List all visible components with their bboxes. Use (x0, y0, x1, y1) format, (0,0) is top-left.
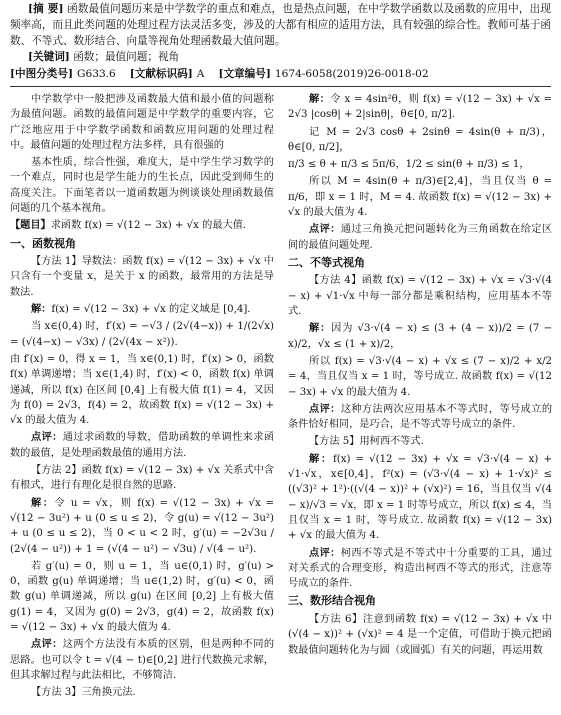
problem-statement (10, 218, 274, 233)
method-3-step-2: 记 M = 2√3 cosθ + 2sinθ = 4sin(θ + π/3)，θ∈[0, π/2]， (288, 126, 552, 153)
method-3: 【方法 3】三角换元法. (31, 687, 136, 699)
keywords-text: 函数；最值问题；视角 (73, 50, 180, 63)
abstract (10, 2, 551, 50)
abstract-text: 函数最值问题历来是中学数学的重点和难点，也是热点问题，在中学数学函数以及函数的应用中，出现频率高，而且此类问题的处理过程方法灵活多变，涉及的大都有相应的适用方法，具有较强的综合性。教师可基于函数、不等式、数形结合、向量等视角处理函数最大值问题。 (10, 3, 551, 47)
intro-paragraph-2: 基本性质，综合性强，难度大，是中学生学习数学的一个难点，同时也是学生能力的生长点，因此受到师生的高度关注。下面笔者以一道函数题为例谈谈处理函数最值问题的几个基本视角。 (10, 157, 274, 215)
article-no-value: 1674-6058(2019)26-0018-02 (274, 67, 429, 80)
method-3-step-1: 解：令 x = 4sin²θ，则 f(x) = √(12 − 3x) + √x = 2√3 |cosθ| + 2|sinθ|，θ∈[0, π/2]. (288, 93, 552, 121)
method-5: 【方法 5】用柯西不等式. (309, 436, 424, 448)
method-5-step-1: 解：f(x) = √(12 − 3x) + √x = √3·√(4 − x) + √1·√x，x∈[0,4]，f²(x) = (√3·√(4 − x) + 1·√x)² ≤ ((√3)² + 1²)·((√(4 − x))² + (√x)²) = 16，当且仅当 √(4 − x)/√3 = √x，即 x = 1 时等号成立，所以 f(x) ≤ 4，当且仅当 x = 1 时，等号成立. 故函数 f(x) = √(12 − 3x) + √x 的最大值为 4. (288, 452, 552, 542)
comment-2: 点评：这两个方法没有本质的区别，但是两种不同的思路。也可以令 t = √(4 − t)∈[0,2] 进行代数换元求解，但其求解过程与此法相比，不够简洁. (10, 638, 275, 681)
section-heading-1: 一、函数视角 (10, 236, 76, 250)
method-1 (10, 254, 274, 300)
method-4: 【方法 4】函数 f(x) = √(12 − 3x) + √x = √3·√(4 − x) + √1·√x 中每一部分都是乘积结构，应用基本不等式. (288, 275, 552, 318)
section-heading-2: 二、不等式视角 (288, 255, 365, 269)
method-4-step-1: 解：因为 √3·√(4 − x) ≤ (3 + (4 − x))/2 = (7 − x)/2，√x ≤ (1 + x)/2， (288, 322, 553, 350)
method-3-step-4: 所以 M = 4sin(θ + π/3)∈[2,4]，当且仅当 θ = π/6，即 x = 1 时，M = 4. 故函数 f(x) = √(12 − 3x) + √x 的最大值为 4. (288, 176, 552, 219)
method-6: 【方法 6】注意到函数 f(x) = √(12 − 3x) + √x 中 (√(4 − x))² + (√x)² = 4 是一个定值，可借助于换元把函数最值问题转化为与圆（或圆弧）有关的问题，再运用数 (288, 613, 552, 656)
problem-tag: 【题目】 (10, 219, 51, 232)
header-divider (10, 86, 551, 87)
problem-text: 求函数 f(x) = √(12 − 3x) + √x 的最大值. (50, 220, 247, 232)
doc-code-value: A (196, 67, 205, 80)
method-2-tag: 【方法 2】 (31, 465, 82, 477)
clc-tag: [中图分类号] (10, 67, 73, 80)
comment-1: 点评：通过求函数的导数，借助函数的单调性来求函数的最值，是处理函数最值的通用方法. (10, 431, 275, 459)
method-1-text: 导数法：函数 f(x) = √(12 − 3x) + √x 中只含有一个变量 x，是关于 x 的函数，最常用的方法是导数法. (10, 256, 274, 298)
method-1-step-3: 由 f′(x) = 0，得 x = 1，当 x∈(0,1) 时，f′(x) > 0，函数 f(x) 单调递增；当 x∈(1,4) 时，f′(x) < 0，函数 f(x) 单调递减，所以 f(x) 在区间 [0,4] 上有极大值 f(1) = 4，又因为 f(0) = 2√3，f(4) = 2，故函数 f(x) = √(12 − 3x) + √x 的最大值为 4. (10, 353, 274, 427)
method-2: 【方法 2】函数 f(x) = √(12 − 3x) + √x 关系式中含有根式，进行有理化是很自然的思路. (10, 465, 274, 492)
method-4-step-2: 所以 f(x) = √3·√(4 − x) + √x ≤ (7 − x)/2 + x/2 = 4，当且仅当 x = 1 时，等号成立. 故函数 f(x) = √(12 − 3x) + √x 的最大值为 4. (288, 355, 552, 398)
comment-tag: 点评： (31, 431, 63, 444)
abstract-block (10, 2, 551, 82)
method-1-tag: 【方法 1】 (31, 256, 82, 268)
clc-value: G633.6 (77, 67, 116, 80)
classification-row (10, 67, 551, 83)
method-6-tag: 【方法 6】 (309, 613, 363, 625)
abstract-tag: [摘 要] (28, 3, 64, 15)
section-heading-3: 三、数形结合视角 (288, 594, 376, 608)
method-2-step-2: 若 g′(u) = 0，则 u = 1，当 u∈(0,1) 时，g′(u) > 0，函数 g(u) 单调递增；当 u∈(1,2) 时，g′(u) < 0，函数 g(u) 单调递减，所以 g(u) 在区间 [0,2] 上有极大值 g(1) = 4，又因为 g(0) = 2√3，g(4) = 2，故函数 f(x) = √(12 − 3x) + √x 的最大值为 4. (10, 560, 274, 633)
method-3-tag: 【方法 3】 (31, 687, 82, 699)
keywords (10, 50, 551, 66)
method-3-step-3: π/3 ≤ θ + π/3 ≤ 5π/6，1/2 ≤ sin(θ + π/3) ≤ 1， (288, 159, 530, 171)
keywords-tag: [关键词] (28, 50, 70, 63)
method-5-tag: 【方法 5】 (309, 436, 360, 448)
left-column (10, 92, 274, 702)
right-column (288, 92, 552, 660)
article-no-tag: [文章编号] (218, 67, 271, 80)
method-1-step-1: 解：f(x) = √(12 − 3x) + √x 的定义域是 [0,4]. (31, 303, 251, 316)
method-1-step-2: 当 x∈(0,4) 时，f′(x) = −√3 / (2√(4−x)) + 1/(2√x) = (√(4−x) − √3x) / (2√(4x − x²)). (10, 321, 274, 348)
intro-paragraph-1: 中学数学中一般把涉及函数最大值和最小值的问题称为最值问题。函数的最值问题是中学数学的重要内容，它广泛地应用于中学数学函数和函数应用问题的处理过程中。最值问题的处理过程方法多样，具有很强的 (10, 94, 274, 151)
solution-tag: 解： (31, 303, 52, 316)
method-2-step-1: 解：令 u = √x，则 f(x) = √(12 − 3x) + √x = √(12 − 3u²) + u (0 ≤ u ≤ 2)，令 g(u) = √(12 − 3u²) + u (0 ≤ u ≤ 2)，当 0 < u < 2 时，g′(u) = −2√3u / (2√(4 − u²)) + 1 = (√(4 − u²) − √3u) / √(4 − u²). (10, 496, 274, 555)
method-4-tag: 【方法 4】 (309, 275, 362, 287)
comment-5: 点评：柯西不等式是不等式中十分重要的工具，通过对关系式的合理变形，构造出柯西不等式的形式，注意等号成立的条件. (288, 546, 553, 590)
comment-4: 点评：这种方法两次应用基本不等式时，等号成立的条件恰好相同，是巧合，是不等式等号成立的条件. (288, 402, 553, 431)
doc-code-tag: [文献标识码] (129, 67, 193, 80)
comment-3: 点评：通过三角换元把问题转化为三角函数在给定区间的最值问题处理. (288, 223, 553, 251)
